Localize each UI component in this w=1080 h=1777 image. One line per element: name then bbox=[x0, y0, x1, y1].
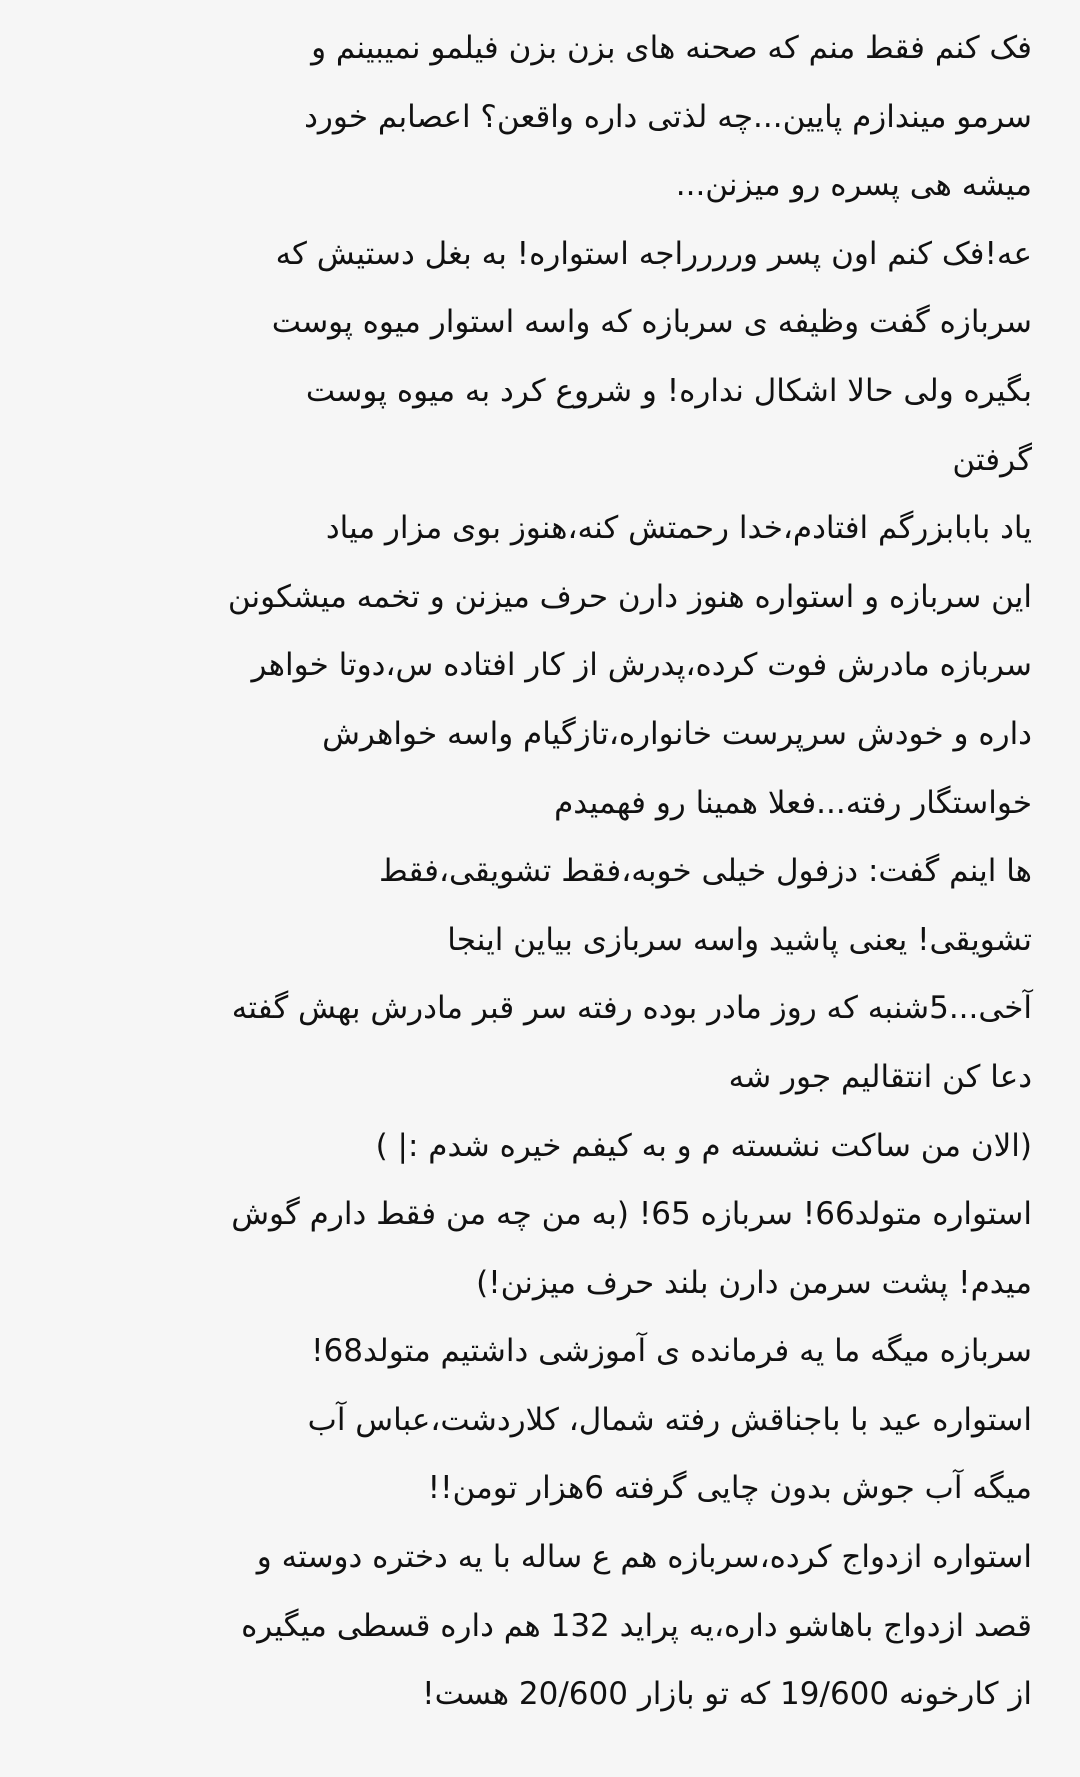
text-line-1: فک کنم فقط منم که صحنه های بزن بزن فیلمو نمیبینم و bbox=[311, 30, 1032, 66]
text-line-2: سرمو میندازم پایین...چه لذتی داره واقعن؟ اعصابم خورد bbox=[304, 98, 1032, 135]
text-line-21: استواره عید با باجناقش رفته شمال، کلاردشت،عباس آب bbox=[307, 1401, 1032, 1438]
text-line-5: سربازه گفت وظیفه ی سربازه که واسه استوار میوه پوست bbox=[271, 304, 1032, 341]
text-line-11: داره و خودش سرپرست خانواره،تازگیام واسه خواهرش bbox=[322, 715, 1032, 752]
text-line-14: تشویقی! یعنی پاشید واسه سربازی بیاین اینجا bbox=[447, 921, 1032, 958]
text-line-20: سربازه میگه ما یه فرمانده ی آموزشی داشتیم متولد68! bbox=[311, 1333, 1032, 1370]
text-line-23: استواره ازدواج کرده،سربازه هم ع ساله با یه دختره دوسته و bbox=[256, 1539, 1032, 1576]
text-line-8: یاد بابابزرگم افتادم،خدا رحمتش کنه،هنوز بوی مزار میاد bbox=[325, 510, 1032, 547]
text-line-10: سربازه مادرش فوت کرده،پدرش از کار افتاده س،دوتا خواهر bbox=[251, 647, 1032, 684]
text-line-25: از کارخونه 19/600 که تو بازار 20/600 هست! bbox=[422, 1676, 1032, 1713]
text-line-24: قصد ازدواج باهاشو داره،یه پراید 132 هم داره قسطی میگیره bbox=[241, 1607, 1032, 1644]
text-line-3: میشه هی پسره رو میزنن... bbox=[675, 167, 1032, 204]
text-line-12: خواستگار رفته...فعلا همینا رو فهمیدم bbox=[554, 784, 1032, 821]
text-line-9: این سربازه و استواره هنوز دارن حرف میزنن و تخمه میشکونن bbox=[227, 578, 1032, 615]
text-line-15: آخی...5شنبه که روز مادر بوده رفته سر قبر مادرش بهش گفته bbox=[231, 990, 1032, 1027]
text-line-22: میگه آب جوش بدون چایی گرفته 6هزار تومن!! bbox=[427, 1470, 1032, 1507]
text-line-19: میدم! پشت سرمن دارن بلند حرف میزنن!) bbox=[476, 1264, 1032, 1301]
text-line-6: بگیره ولی حالا اشکال نداره! و شروع کرد به میوه پوست bbox=[305, 372, 1032, 409]
text-line-13: ها اینم گفت: دزفول خیلی خوبه،فقط تشویقی،فقط bbox=[379, 853, 1032, 890]
text-line-16: دعا کن انتقالیم جور شه bbox=[728, 1058, 1032, 1095]
text-line-7: گرفتن bbox=[952, 441, 1032, 478]
text-line-17: (الان من ساکت نشسته م و به کیفم خیره شدم :| ) bbox=[375, 1127, 1032, 1164]
text-line-4: عه!فک کنم اون پسر ورررراجه استواره! به بغل دستیش که bbox=[275, 235, 1032, 272]
text-line-18: استواره متولد66! سربازه 65! (به من چه من فقط دارم گوش bbox=[231, 1196, 1032, 1233]
